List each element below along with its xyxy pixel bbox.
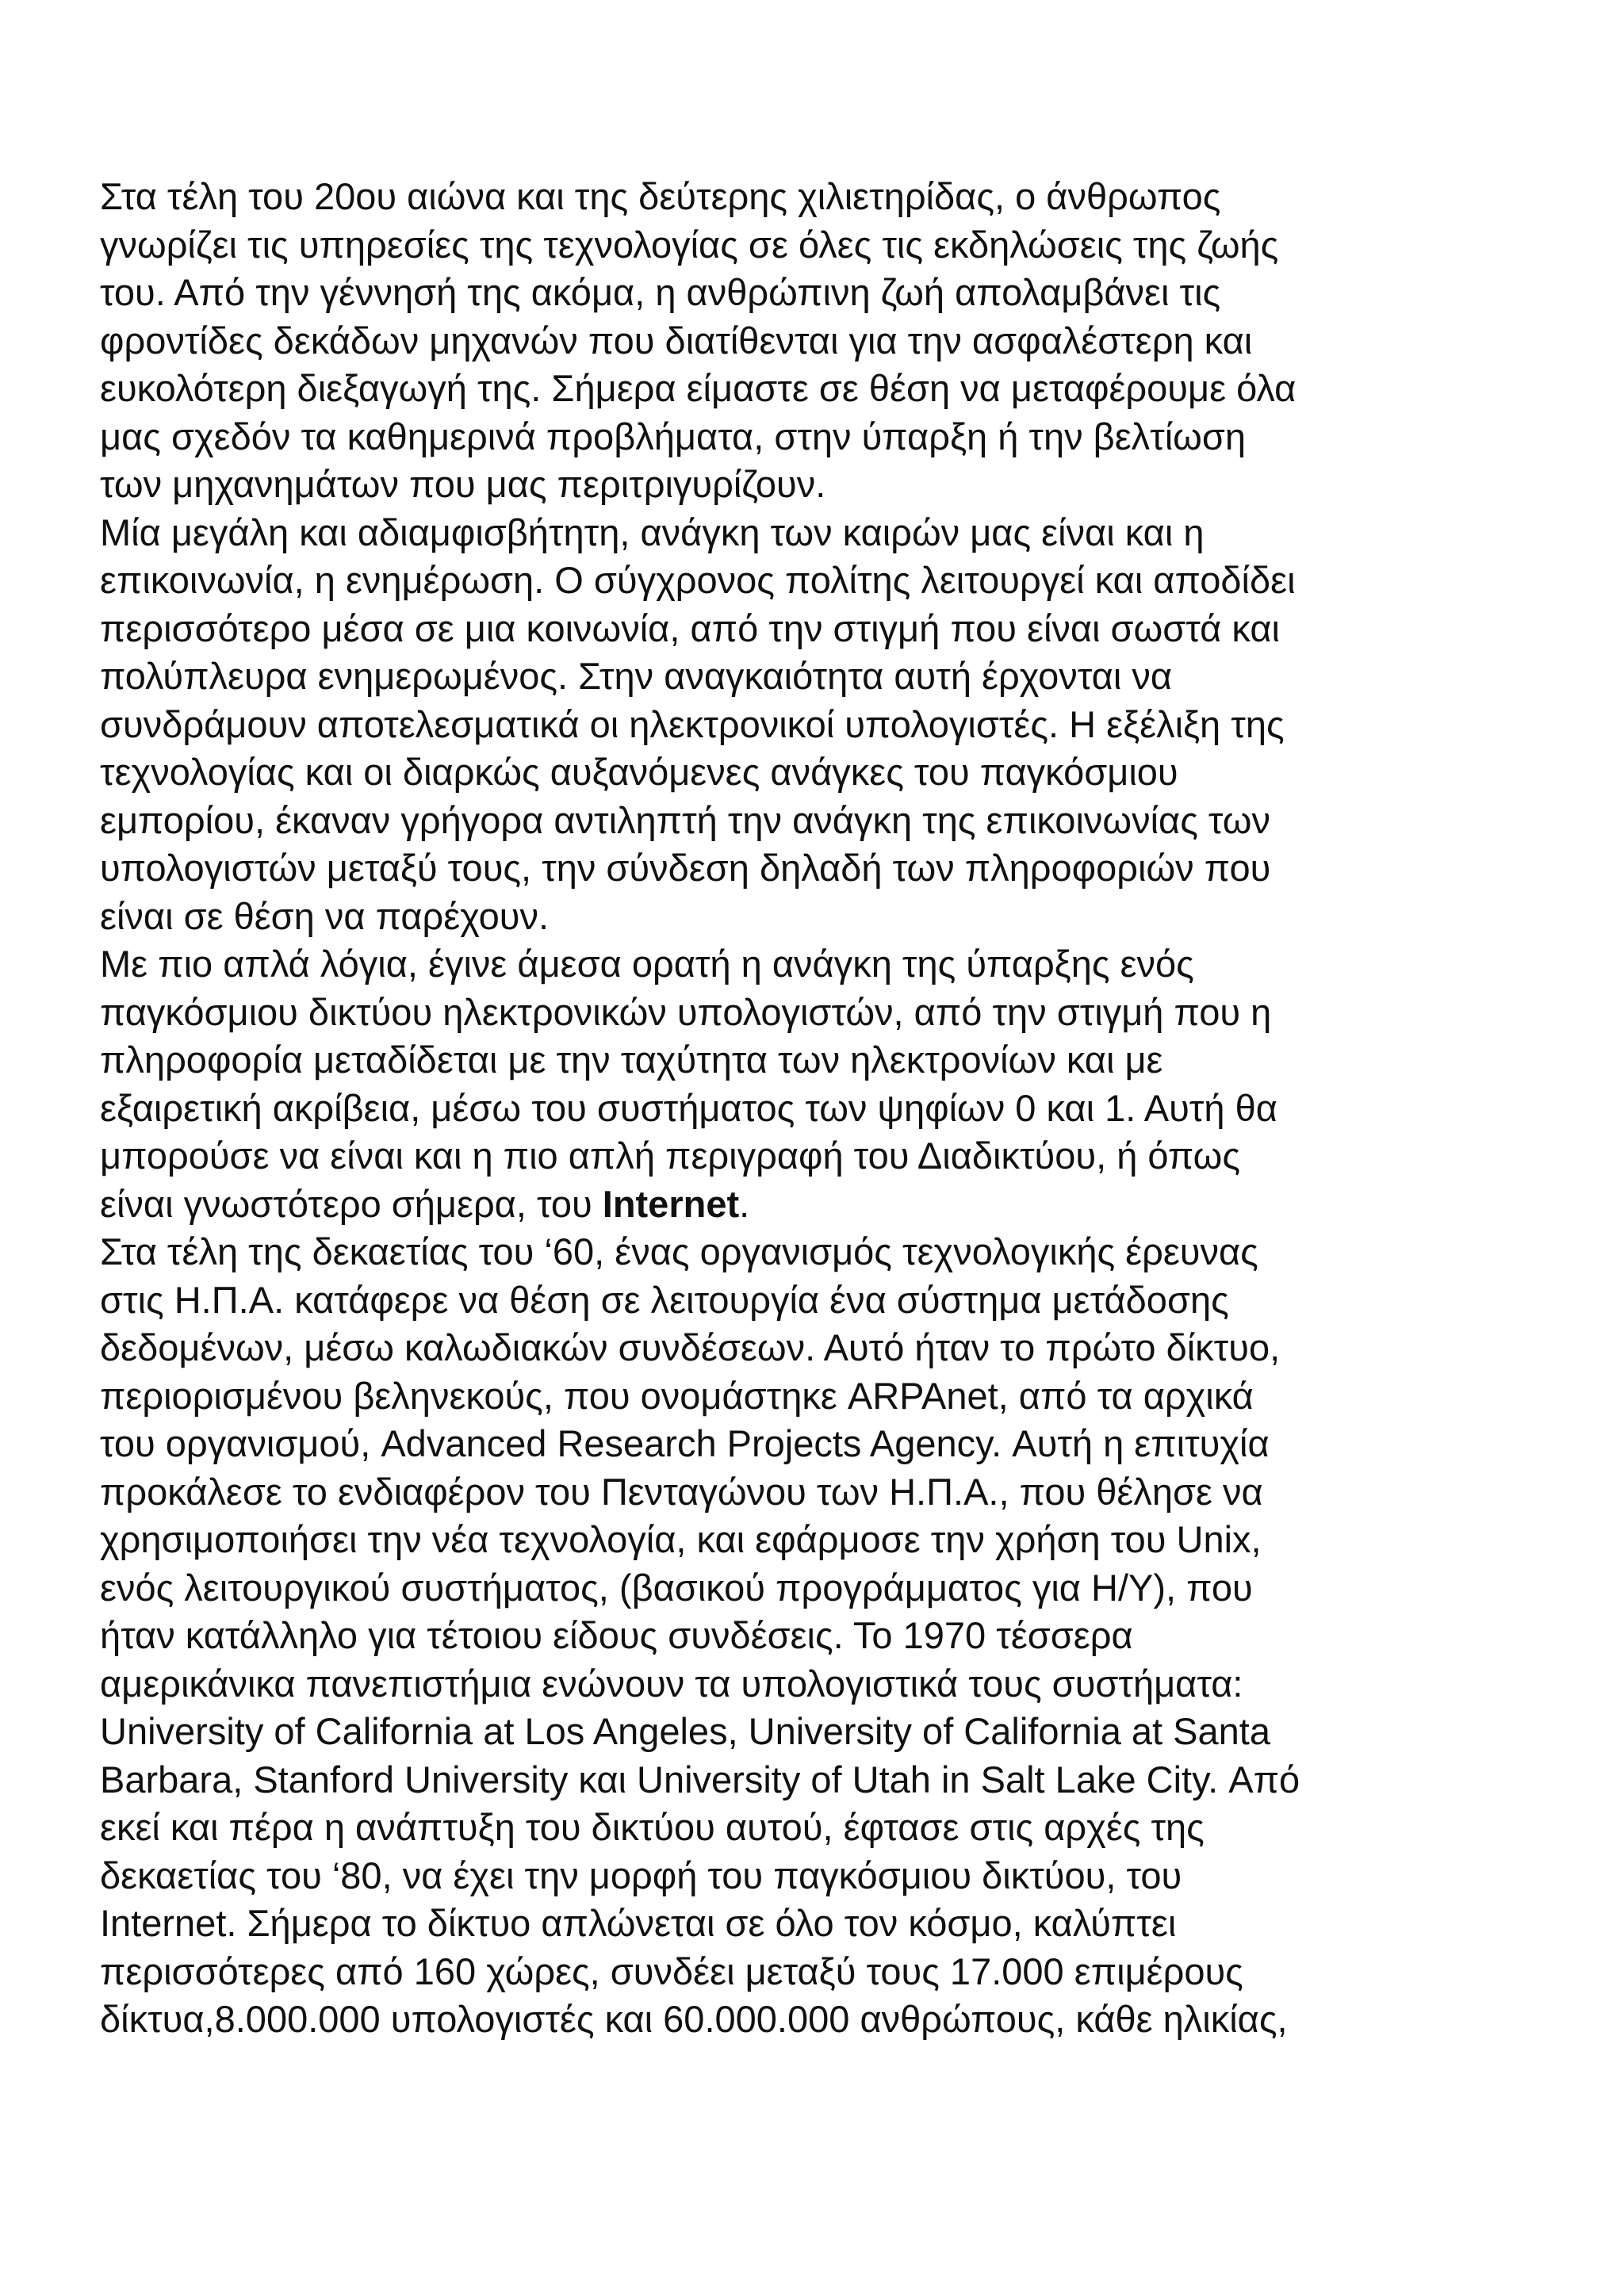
text-fragment: είναι γνωστότερο σήμερα, του <box>100 1182 603 1225</box>
text-line: Μία μεγάλη και αδιαμφισβήτητη, ανάγκη των καιρών μας είναι και η <box>100 511 1205 553</box>
text-line: είναι σε θέση να παρέχουν. <box>100 894 550 937</box>
text-line: συνδράμουν αποτελεσματικά οι ηλεκτρονικοί υπολογιστές. Η εξέλιξη της <box>100 702 1285 745</box>
text-line: Στα τέλη της δεκαετίας του ‘60, ένας οργανισμός τεχνολογικής έρευνας <box>100 1230 1258 1272</box>
text-line: μπορούσε να είναι και η πιο απλή περιγραφή του Διαδικτύου, ή όπως <box>100 1135 1240 1177</box>
text-line: ενός λειτουργικού συστήματος, (βασικού προγράμματος για Η/Υ), που <box>100 1566 1253 1609</box>
text-line: Internet. Σήμερα το δίκτυο απλώνεται σε όλο τον κόσμο, καλύπτει <box>100 1902 1177 1944</box>
text-line: μας σχεδόν τα καθημερινά προβλήματα, στην ύπαρξη ή την βελτίωση <box>100 415 1246 457</box>
text-line: εξαιρετική ακρίβεια, μέσω του συστήματος των ψηφίων 0 και 1. Αυτή θα <box>100 1086 1277 1129</box>
text-line: Με πιο απλά λόγια, έγινε άμεσα ορατή η ανάγκη της ύπαρξης ενός <box>100 943 1194 985</box>
text-line: περισσότερες από 160 χώρες, συνδέει μεταξύ τους 17.000 επιμέρους <box>100 1950 1243 1992</box>
text-line: προκάλεσε το ενδιαφέρον του Πενταγώνου των Η.Π.Α., που θέλησε να <box>100 1470 1263 1513</box>
text-line: επικοινωνία, η ενημέρωση. Ο σύγχρονος πολίτης λειτουργεί και αποδίδει <box>100 559 1296 601</box>
text-line: δεκαετίας του ‘80, να έχει την μορφή του παγκόσμιου δικτύου, του <box>100 1854 1182 1896</box>
text-line: γνωρίζει τις υπηρεσίες της τεχνολογίας σε όλες τις εκδηλώσεις της ζωής <box>100 223 1279 266</box>
text-line: αμερικάνικα πανεπιστήμια ενώνουν τα υπολογιστικά τους συστήματα: <box>100 1662 1243 1705</box>
text-line: των μηχανημάτων που μας περιτριγυρίζουν. <box>100 463 826 505</box>
body-text <box>100 173 1543 2044</box>
text-line: πολύπλευρα ενημερωμένος. Στην αναγκαιότητα αυτή έρχονται να <box>100 655 1173 697</box>
text-line: πληροφορία μεταδίδεται με την ταχύτητα των ηλεκτρονίων και με <box>100 1039 1163 1081</box>
text-line: ευκολότερη διεξαγωγή της. Σήμερα είμαστε σε θέση να μεταφέρουμε όλα <box>100 367 1297 409</box>
text-line: περισσότερο μέσα σε μια κοινωνία, από την στιγμή που είναι σωστά και <box>100 607 1280 649</box>
text-line: υπολογιστών μεταξύ τους, την σύνδεση δηλαδή των πληροφοριών που <box>100 847 1271 889</box>
text-line: Στα τέλη του 20ου αιώνα και της δεύτερης χιλιετηρίδας, ο άνθρωπος <box>100 175 1221 217</box>
text-line: του. Από την γέννησή της ακόμα, η ανθρώπινη ζωή απολαμβάνει τις <box>100 271 1221 313</box>
text-line: περιορισμένου βεληνεκούς, που ονομάστηκε ARPAnet, από τα αρχικά <box>100 1374 1254 1417</box>
text-line: εμπορίου, έκαναν γρήγορα αντιληπτή την ανάγκη της επικοινωνίας των <box>100 798 1271 841</box>
text-line-internet <box>100 1181 1543 1229</box>
text-line: δίκτυα,8.000.000 υπολογιστές και 60.000.000 ανθρώπους, κάθε ηλικίας, <box>100 1998 1288 2040</box>
text-line: του οργανισμού, Advanced Research Projects Agency. Αυτή η επιτυχία <box>100 1422 1270 1464</box>
internet-bold-term: Internet <box>602 1182 740 1225</box>
text-line: ήταν κατάλληλο για τέτοιου είδους συνδέσεις. Το 1970 τέσσερα <box>100 1614 1133 1656</box>
text-line: στις Η.Π.Α. κατάφερε να θέση σε λειτουργία ένα σύστημα μετάδοσης <box>100 1278 1229 1321</box>
text-line: εκεί και πέρα η ανάπτυξη του δικτύου αυτού, έφτασε στις αρχές της <box>100 1806 1205 1848</box>
text-line: τεχνολογίας και οι διαρκώς αυξανόμενες ανάγκες του παγκόσμιου <box>100 751 1178 793</box>
text-line: φροντίδες δεκάδων μηχανών που διατίθενται για την ασφαλέστερη και <box>100 319 1253 362</box>
text-line: δεδομένων, μέσω καλωδιακών συνδέσεων. Αυτό ήταν το πρώτο δίκτυο, <box>100 1326 1281 1368</box>
text-line: Barbara, Stanford University και University of Utah in Salt Lake City. Από <box>100 1758 1300 1800</box>
text-line: University of California at Los Angeles, University of California at Santa <box>100 1710 1270 1752</box>
text-fragment: . <box>739 1182 750 1225</box>
text-line: παγκόσμιου δικτύου ηλεκτρονικών υπολογιστών, από την στιγμή που η <box>100 990 1272 1033</box>
text-line: χρησιμοποιήσει την νέα τεχνολογία, και εφάρμοσε την χρήση του Unix, <box>100 1518 1262 1560</box>
